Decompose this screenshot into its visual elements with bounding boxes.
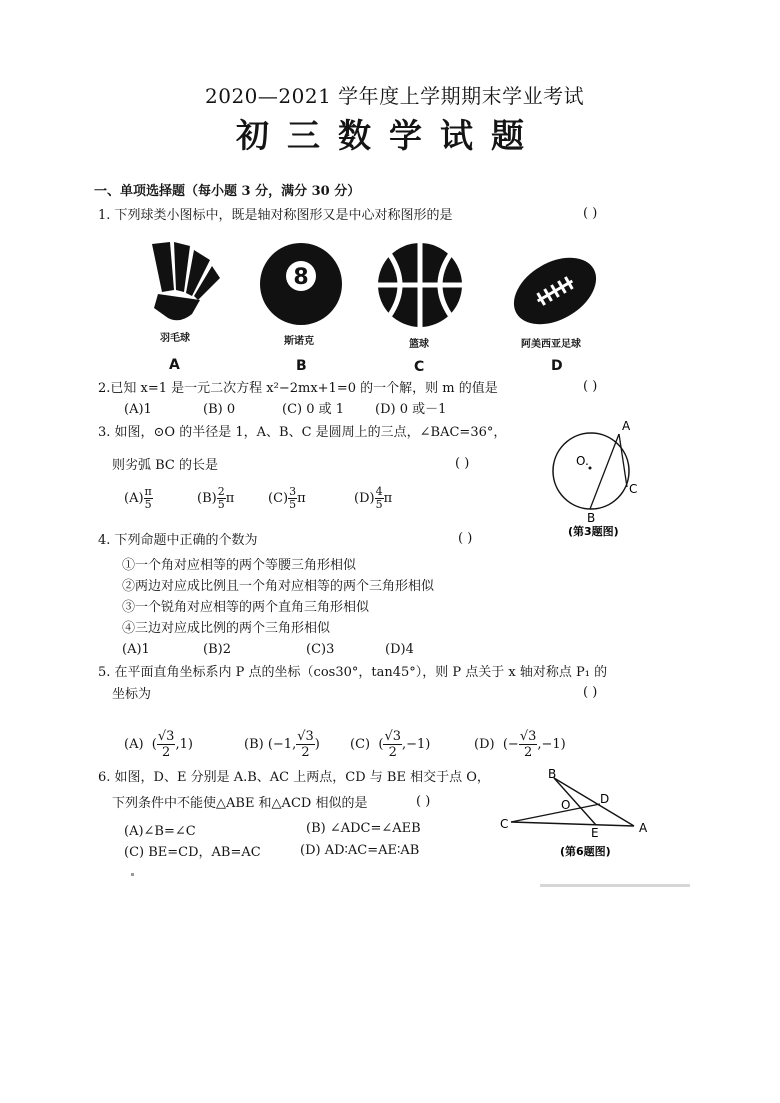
q3-answer-blank: ( ) xyxy=(455,456,470,471)
q6-point-o: O xyxy=(561,798,571,812)
q6-point-b: B xyxy=(548,767,557,781)
q5-option-d: (D) (− $\frac{√3}{2}$ ,−1) xyxy=(474,729,566,760)
q3-option-c: (C) $\frac{3}{5}$ π xyxy=(268,485,306,511)
icon-letter-c: C xyxy=(414,359,425,375)
scan-speck xyxy=(131,873,134,876)
exam-subtitle: 初三数学试题 xyxy=(236,116,542,155)
icon-label-a: 羽毛球 xyxy=(160,333,190,344)
q3-option-a: (A) $\frac{\pi}{5}$ xyxy=(124,485,152,511)
q2-option-a: (A)1 xyxy=(124,402,152,417)
ball-number: 8 xyxy=(293,265,309,290)
icon-letter-d: D xyxy=(551,358,563,374)
q5-stem-line1: 5. 在平面直角坐标系内 P 点的坐标（cos30°，tan45°），则 P 点关于 x 轴对称点 P₁ 的 xyxy=(98,665,608,680)
icon-letter-a: A xyxy=(169,357,180,373)
q4-answer-blank: ( ) xyxy=(458,531,473,546)
q4-option-a: (A)1 xyxy=(122,642,150,657)
q2-option-b: (B) 0 xyxy=(203,402,236,417)
q5-stem-line2: 坐标为 xyxy=(112,687,152,702)
q6-stem-line2: 下列条件中不能使△ABE 和△ACD 相似的是 xyxy=(112,796,368,811)
q6-answer-blank: ( ) xyxy=(416,794,431,809)
q3-option-b: (B) $\frac{2}{5}$ π xyxy=(197,485,235,511)
q4-item-1: ①一个角对应相等的两个等腰三角形相似 xyxy=(122,558,357,573)
q2-answer-blank: ( ) xyxy=(583,379,598,394)
q2-option-d: (D) 0 或－1 xyxy=(375,402,447,417)
q5-option-b: (B) (−1, $\frac{√3}{2}$ ) xyxy=(244,729,320,760)
q1-stem: 1. 下列球类小图标中，既是轴对称图形又是中心对称图形的是 xyxy=(98,208,453,223)
q6-triangle-figure xyxy=(496,766,666,866)
basketball-icon xyxy=(376,241,464,329)
q4-option-b: (B)2 xyxy=(203,642,231,657)
q3-stem-line1: 3. 如图，⊙O 的半径是 1，A、B、C 是圆周上的三点，∠BAC=36°， xyxy=(98,425,507,440)
exam-title: 2020—2021 学年度上学期期末学业考试 xyxy=(205,84,585,108)
q6-option-b: (B) ∠ADC=∠AEB xyxy=(306,821,421,836)
scan-artifact-line xyxy=(540,884,690,887)
q6-point-e: E xyxy=(591,826,599,840)
q6-figure-caption: (第6题图) xyxy=(560,845,611,858)
q6-point-a: A xyxy=(639,821,648,835)
icon-label-c: 篮球 xyxy=(409,339,429,350)
q5-answer-blank: ( ) xyxy=(583,685,598,700)
q6-stem-line1: 6. 如图，D、E 分别是 A.B、AC 上两点，CD 与 BE 相交于点 O， xyxy=(98,770,490,785)
q6-option-a: (A)∠B=∠C xyxy=(124,824,196,839)
q4-item-3: ③一个锐角对应相等的两个直角三角形相似 xyxy=(122,600,370,615)
q4-item-4: ④三边对应成比例的两个三角形相似 xyxy=(122,621,331,636)
q4-option-d: (D)4 xyxy=(385,642,414,657)
q3-figure-caption: (第3题图) xyxy=(568,525,619,538)
q4-item-2: ②两边对应成比例且一个角对应相等的两个三角形相似 xyxy=(122,579,435,594)
shuttlecock-icon xyxy=(140,238,230,324)
icon-label-d: 阿美西亚足球 xyxy=(521,339,581,350)
q3-option-d: (D) $\frac{4}{5}$ π xyxy=(354,485,393,511)
q3-point-a: A xyxy=(622,419,631,433)
q6-option-d: (D) AD∶AC=AE∶AB xyxy=(300,843,420,858)
q4-option-c: (C)3 xyxy=(306,642,335,657)
q2-option-c: (C) 0 或 1 xyxy=(282,402,345,417)
icon-label-b: 斯诺克 xyxy=(284,336,314,347)
q6-point-c: C xyxy=(500,817,509,831)
q3-circle-figure xyxy=(540,418,650,540)
section-heading: 一、单项选择题（每小题 3 分，满分 30 分） xyxy=(94,184,361,199)
q1-answer-blank: ( ) xyxy=(583,206,598,221)
icon-letter-b: B xyxy=(296,358,307,374)
q5-option-a: (A) ( $\frac{√3}{2}$ ,1) xyxy=(124,729,193,760)
q6-option-c: (C) BE=CD，AB=AC xyxy=(124,845,261,860)
q3-point-c: C xyxy=(629,482,638,496)
q3-point-b: B xyxy=(587,511,596,525)
snooker-ball-icon xyxy=(258,241,344,327)
q5-option-c: (C) ( $\frac{√3}{2}$ ,−1) xyxy=(350,729,431,760)
rugby-ball-icon xyxy=(507,248,603,334)
q3-point-o: O. xyxy=(576,454,589,468)
q4-stem: 4. 下列命题中正确的个数为 xyxy=(98,533,258,548)
q2-stem: 2.已知 x=1 是一元二次方程 x²−2mx+1=0 的一个解，则 m 的值是 xyxy=(98,381,498,396)
q6-point-d: D xyxy=(600,792,610,806)
q3-stem-line2: 则劣弧 BC 的长是 xyxy=(112,458,219,473)
